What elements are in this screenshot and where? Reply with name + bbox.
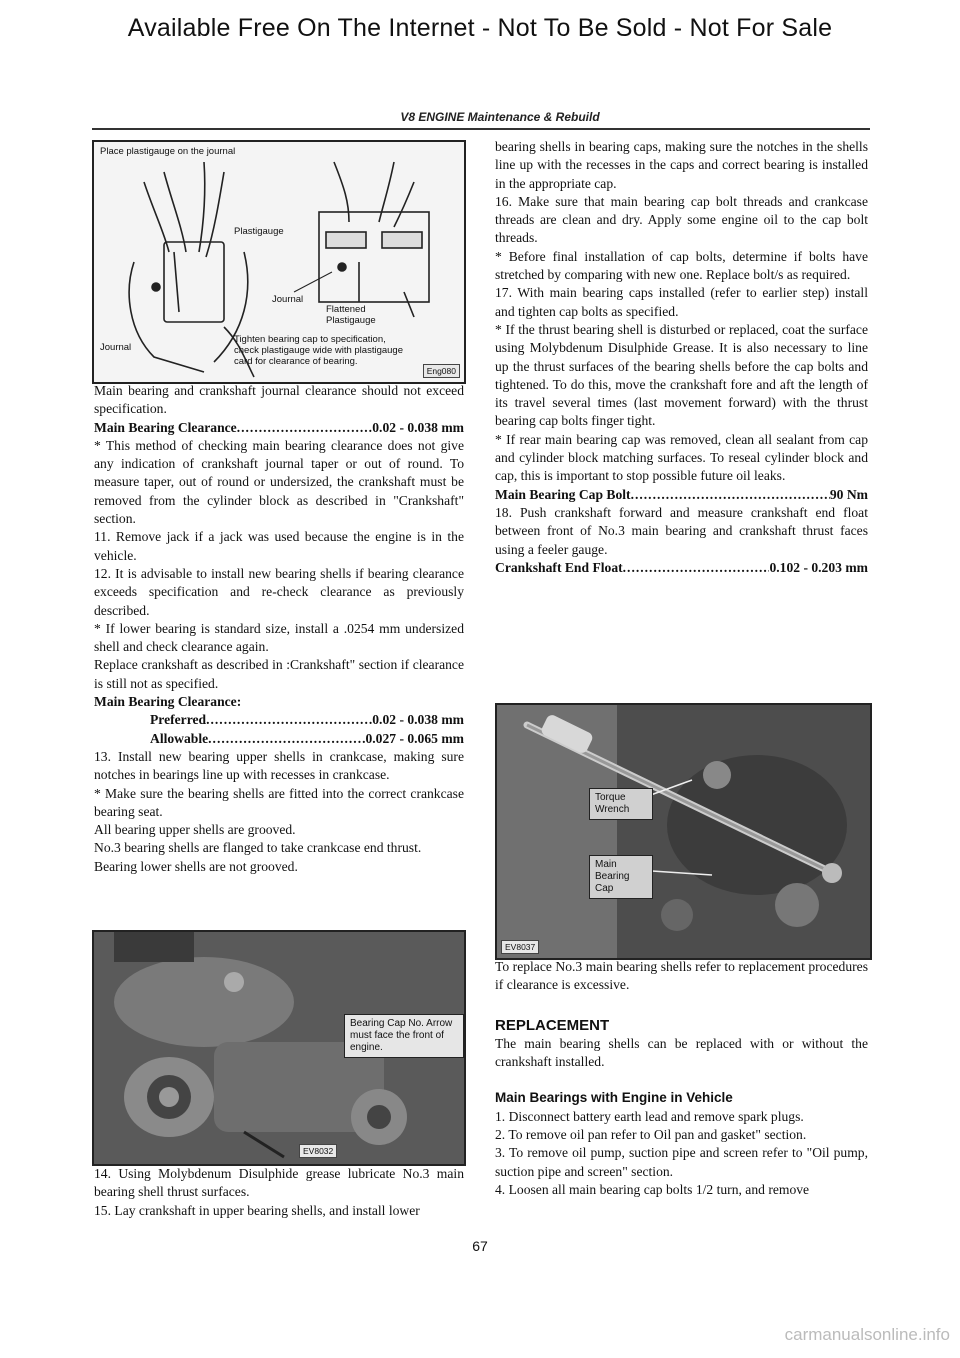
paragraph: 18. Push crankshaft forward and measure crankshaft end float between front of No.3 main bearing and crankshaft thrust faces using a feeler gauge. — [495, 504, 868, 557]
spec-label: Preferred — [150, 712, 207, 728]
paragraph: 15. Lay crankshaft in upper bearing shells, and install lower — [94, 1202, 420, 1218]
spec-value: 0.02 - 0.038 mm — [372, 419, 464, 435]
paragraph: 16. Make sure that main bearing cap bolt threads and crankcase threads are clean and dry. Apply some engine oil to the cap bolt threads. — [495, 193, 868, 246]
paragraph: 17. With main bearing caps installed (refer to earlier step) install and tighten cap bolts as specified. — [495, 285, 868, 319]
paragraph: 13. Install new bearing upper shells in crankcase, making sure notches in bearings line up with recesses in crankcase. — [94, 748, 464, 783]
header-rule — [92, 128, 870, 130]
paragraph: 14. Using Molybdenum Disulphide grease lubricate No.3 main bearing shell thrust surfaces. — [94, 1166, 464, 1200]
bearing-cap-callout: Bearing Cap No. Arrow must face the front of engine. — [344, 1014, 464, 1058]
paragraph: All bearing upper shells are grooved. — [94, 822, 296, 838]
spec-line — [94, 730, 464, 748]
running-head: V8 ENGINE Maintenance & Rebuild — [400, 110, 600, 124]
spec-label: Allowable — [150, 730, 209, 746]
paragraph: 11. Remove jack if a jack was used because the engine is in the vehicle. — [94, 529, 464, 563]
paragraph: The main bearing shells can be replaced with or without the crankshaft installed. — [495, 1035, 868, 1070]
torque-wrench-photo — [495, 703, 872, 960]
page-number: 67 — [472, 1238, 488, 1254]
spec-label: Main Bearing Cap Bolt — [495, 486, 631, 502]
label-plastigauge: Plastigauge — [234, 226, 284, 237]
spec-line — [94, 419, 464, 437]
spec-value: 90 Nm — [829, 486, 868, 502]
section-heading: REPLACEMENT — [495, 1016, 610, 1034]
figure-code: EV8037 — [501, 940, 539, 954]
paragraph: No.3 bearing shells are flanged to take crankcase end thrust. — [94, 840, 422, 856]
right-column — [495, 138, 868, 577]
paragraph: Replace crankshaft as described in :Crankshaft" section if clearance is still not as specified. — [94, 657, 464, 691]
left-column — [94, 382, 464, 876]
bearing-cap-label: Main Bearing Cap — [589, 855, 653, 899]
paragraph: 2. To remove oil pan refer to Oil pan and gasket" section. — [495, 1127, 807, 1143]
spec-value: 0.102 - 0.203 mm — [769, 559, 868, 575]
paragraph: 3. To remove oil pump, suction pipe and screen refer to "Oil pump, suction pipe and screen" section. — [495, 1145, 868, 1179]
spec-value: 0.027 - 0.065 mm — [365, 730, 464, 746]
paragraph: * Before final installation of cap bolts, determine if bolts have stretched by comparing with new one. Replace bolt/s as required. — [495, 248, 868, 283]
page-banner: Available Free On The Internet - Not To Be Sold - Not For Sale — [127, 14, 833, 42]
paragraph: * If the thrust bearing shell is disturbed or replaced, coat the surface using Molybdenum Disulphide Grease. It is also necessary to line up the thrust surfaces of the bearing shells before the cap bolts and tightened. To do this, move the crankshaft fore and aft the length of its travel several times (last movement forward) with the thrust bearing cap bolts finger tight. — [495, 321, 868, 429]
paragraph: bearing shells in bearing caps, making sure the notches in the shells line up with the recesses in the caps and correct bearing is installed in the appropriate cap. — [495, 139, 868, 191]
spec-label: Crankshaft End Float — [495, 559, 623, 575]
torque-wrench-label: Torque Wrench — [589, 788, 653, 820]
label-flattened-plastigauge: Flattened Plastigauge — [326, 304, 376, 326]
paragraph: Bearing lower shells are not grooved. — [94, 858, 298, 874]
figure-code: Eng080 — [423, 364, 460, 378]
left-bottom-column — [94, 1165, 464, 1220]
paragraph: 4. Loosen all main bearing cap bolts 1/2 turn, and remove — [495, 1181, 810, 1197]
paragraph: * Make sure the bearing shells are fitted into the correct crankcase bearing seat. — [94, 785, 464, 819]
paragraph: * If lower bearing is standard size, install a .0254 mm undersized shell and check clearance again. — [94, 620, 464, 655]
subsection-heading: Main Bearings with Engine in Vehicle — [495, 1090, 733, 1106]
label-tighten-instruction: Tighten bearing cap to specification, check plastigauge wide with plastigauge card for clearance of bearing. — [234, 334, 403, 367]
paragraph: 12. It is advisable to install new bearing shells if bearing clearance exceeds specification and re-check clearance as previously described. — [94, 565, 464, 618]
label-journal-left: Journal — [100, 342, 132, 353]
figure-code: EV8032 — [299, 1144, 337, 1158]
paragraph: To replace No.3 main bearing shells refer to replacement procedures if clearance is excessive. — [495, 959, 868, 993]
spec-line — [495, 559, 868, 577]
spec-label: Main Bearing Clearance — [94, 419, 237, 435]
spec-heading: Main Bearing Clearance: — [94, 694, 242, 710]
right-bottom-column — [495, 958, 868, 1199]
figure-title: Place plastigauge on the journal — [100, 146, 236, 157]
spec-line — [94, 711, 464, 729]
spec-line — [495, 486, 868, 504]
bearing-cap-photo — [92, 930, 466, 1166]
footer-watermark: carmanualsonline.info — [784, 1325, 950, 1344]
paragraph: Main bearing and crankshaft journal clearance should not exceed specification. — [94, 383, 464, 417]
torque-wrench-image — [497, 705, 870, 958]
paragraph: * This method of checking main bearing clearance does not give any indication of crankshaft journal taper or out of round. To measure taper, out of round or undersized, the crankshaft must be removed from the cylinder block as described in "Crankshaft" section. — [94, 437, 464, 527]
plastigauge-figure — [92, 140, 466, 384]
paragraph: 1. Disconnect battery earth lead and remove spark plugs. — [495, 1108, 804, 1124]
paragraph: * If rear main bearing cap was removed, clean all sealant from cap and cylinder block matching surfaces. To reseal cylinder block and cap, this is important to stop possible future oil leaks. — [495, 431, 868, 484]
spec-value: 0.02 - 0.038 mm — [372, 712, 464, 728]
label-journal-mid: Journal — [272, 294, 304, 305]
